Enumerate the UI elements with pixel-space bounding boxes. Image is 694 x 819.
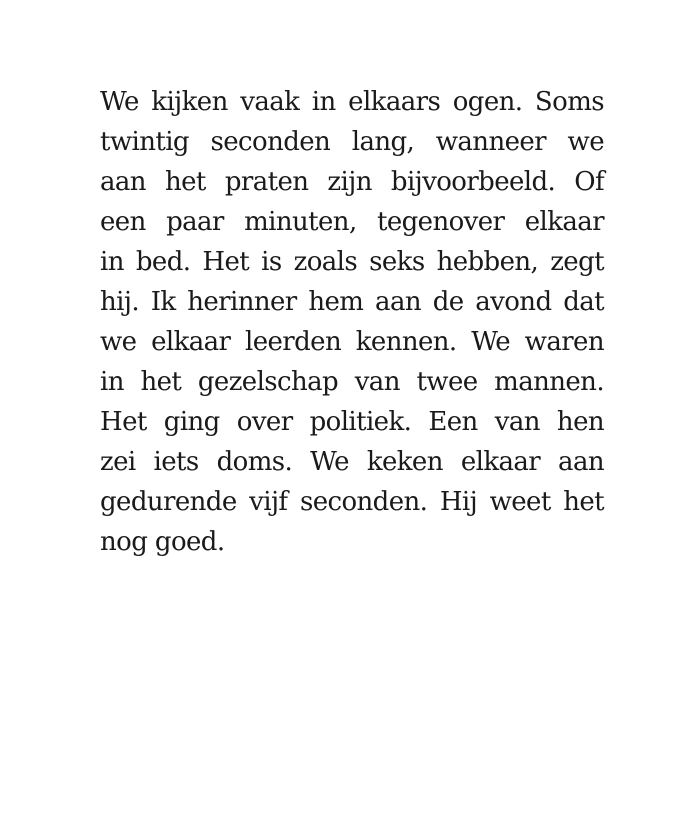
paragraph-line-12: nog goed. bbox=[100, 527, 225, 557]
paragraph-line-8: in het gezelschap van twee mannen. bbox=[100, 367, 604, 397]
paragraph-line-11: gedurende vijf seconden. Hij weet het bbox=[100, 487, 604, 517]
paragraph-line-6: hij. Ik herinner hem aan de avond dat bbox=[100, 287, 604, 317]
paragraph-line-10: zei iets doms. We keken elkaar aan bbox=[100, 447, 604, 477]
paragraph-line-3: aan het praten zijn bijvoorbeeld. Of bbox=[100, 167, 604, 197]
paragraph-line-5: in bed. Het is zoals seks hebben, zegt bbox=[100, 247, 604, 277]
paragraph-line-2: twintig seconden lang, wanneer we bbox=[100, 127, 604, 157]
body-paragraph bbox=[100, 82, 604, 562]
paragraph-line-9: Het ging over politiek. Een van hen bbox=[100, 407, 604, 437]
paragraph-line-1: We kijken vaak in elkaars ogen. Soms bbox=[100, 87, 604, 117]
paragraph-line-4: een paar minuten, tegenover elkaar bbox=[100, 207, 604, 237]
paragraph-line-7: we elkaar leerden kennen. We waren bbox=[100, 327, 604, 357]
